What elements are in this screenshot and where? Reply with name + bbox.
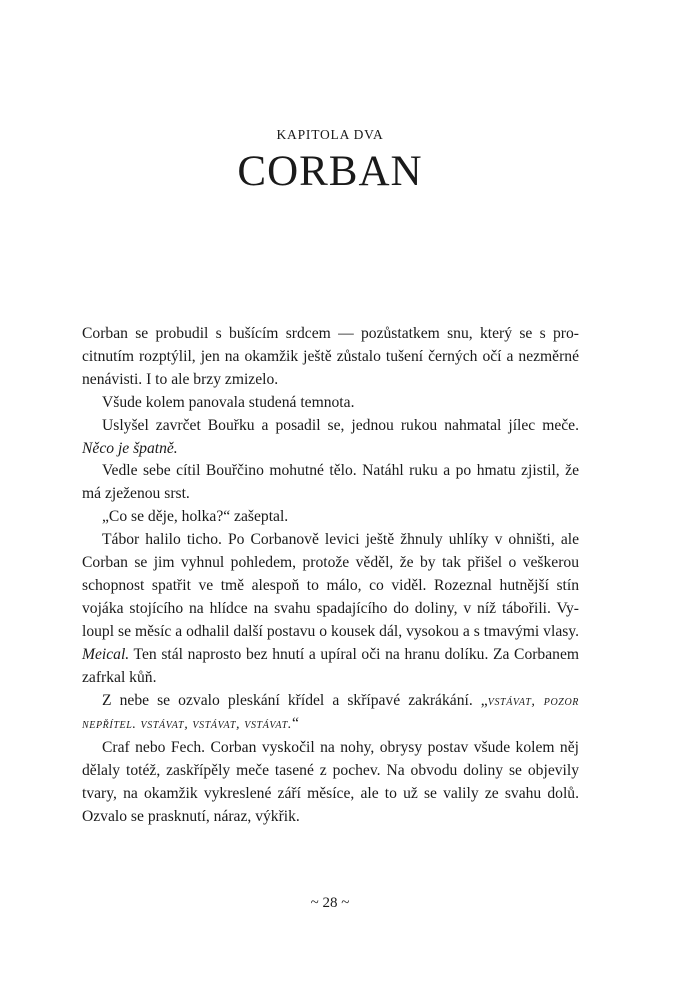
- paragraph-text: Tábor halilo ticho. Po Corbanově levici ještě žhnuly uhlíky v ohništi, ale Corban se jim vyhnul pohledem, protože věděl, že by tak přišel o veškerou schopnost spatřit ve tmě alespoň to málo, co viděl. Rozeznal hutnější stín vojáka stojícího na hlídce na svahu spadajícího do doliny, v níž tábořili. Vyloupl se měsíc a odhalil další postavu o kousek dál, vysokou a s tmavými vlasy.: [82, 531, 579, 640]
- page-number: ~ 28 ~: [310, 895, 350, 911]
- chapter-label: KAPITOLA DVA: [276, 127, 384, 142]
- paragraph: Corban se probudil s bušícím srdcem — pozůstatkem snu, který se s procitnutím rozptýlil, jen na okamžik ještě zůstalo tušení černých očí a nezměrné nenávisti. I to ale brzy zmizelo.: [82, 325, 579, 388]
- paragraph: Craf nebo Fech. Corban vyskočil na nohy, obrysy postav všude kolem něj dělaly totéž, zaskřípěly meče tasené z pochev. Na obvodu doliny se objevily tvary, na okamžik vykreslené září měsíce, ale to už se valily ze svahu dolů. Ozvalo se prasknutí, náraz, výkřik.: [82, 739, 579, 826]
- paragraph-text: “: [292, 715, 299, 733]
- paragraph-text: Ten stál naprosto bez hnutí a upíral oči na hranu dolíku. Za Corbanem zafrkal kůň.: [82, 645, 579, 686]
- italic-thought: Něco je špatně.: [82, 439, 178, 457]
- paragraph: [82, 415, 579, 461]
- italic-name: Meical.: [82, 645, 130, 663]
- paragraph: [82, 690, 579, 738]
- paragraph: [82, 529, 579, 689]
- chapter-title: CORBAN: [237, 148, 423, 195]
- raven-speech: vstávat, pozor nepřítel. vstávat, vstávat, vstávat.: [82, 693, 579, 733]
- chapter-body: [82, 323, 579, 829]
- paragraph: Všude kolem panovala studená temnota.: [102, 393, 355, 411]
- paragraph: Vedle sebe cítil Bouřčino mohutné tělo. Natáhl ruku a po hmatu zjistil, že má zježenou srst.: [82, 462, 579, 503]
- paragraph: „Co se děje, holka?“ zašeptal.: [102, 508, 289, 526]
- paragraph-text: Z nebe se ozvalo pleskání křídel a skřípavé zakrákání. „: [102, 691, 488, 709]
- paragraph-text: Uslyšel zavrčet Bouřku a posadil se, jednou rukou nahmatal jílec meče.: [102, 416, 579, 434]
